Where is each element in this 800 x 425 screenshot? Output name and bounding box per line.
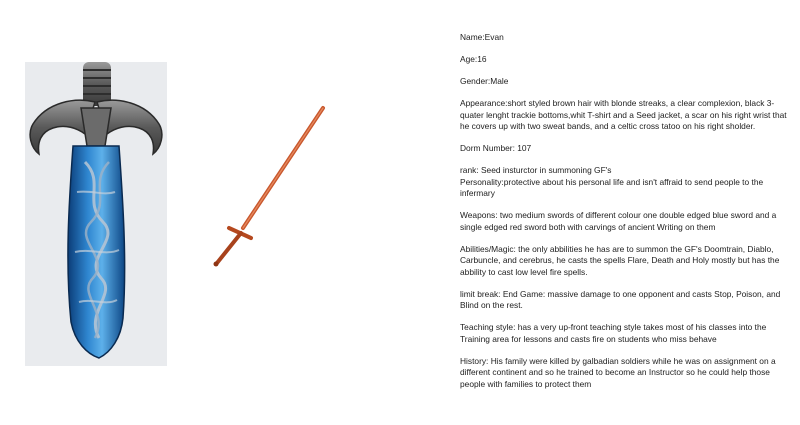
profile-dorm: Dorm Number: 107 <box>460 143 532 153</box>
profile-weapons: Weapons: two medium swords of different colour one double edged blue sword and a single edged red sword both with carvings of ancient Writing on them <box>460 210 777 232</box>
profile-gender: Gender:Male <box>460 76 509 86</box>
profile-rank: rank: Seed insturctor in summoning GF's <box>460 165 612 175</box>
blue-sword-icon <box>25 62 167 366</box>
profile-appearance: Appearance:short styled brown hair with blonde streaks, a clear complexion, black 3-quater lenght trackie bottoms,whit T-shirt and a Seed jacket, a scar on his right wrist that he covers up with two sweat bands, and a celtic cross tatoo on his right sholder. <box>460 98 787 131</box>
profile-history: History: His family were killed by galbadian soldiers while he was on assignment on a different continent and so he trained to become an Instructor so he could help those people with families to protect them <box>460 355 776 389</box>
profile-age: Age:16 <box>460 54 487 64</box>
profile-abilities: Abilities/Magic: the only abbilities he has are to summon the GF's Doomtrain, Diablo, Carbuncle, and cerebrus, he casts the spells Flare, Death and Holy mostly but has the abbility to cast low level fire spells. <box>460 243 780 277</box>
profile-teaching-style: Teaching style: has a very up-front teaching style takes most of his classes into the Training area for lessons and casts fire on students who miss behave <box>460 322 767 344</box>
profile-limit-break: limit break: End Game: massive damage to one opponent and casts Stop, Poison, and Blind on the rest. <box>460 288 781 310</box>
profile-personality: Personality:protective about his personal life and isn't affraid to send people to the infermary <box>460 176 764 198</box>
character-profile <box>460 32 790 401</box>
red-sword-icon <box>205 100 335 270</box>
profile-name: Name:Evan <box>460 32 504 42</box>
